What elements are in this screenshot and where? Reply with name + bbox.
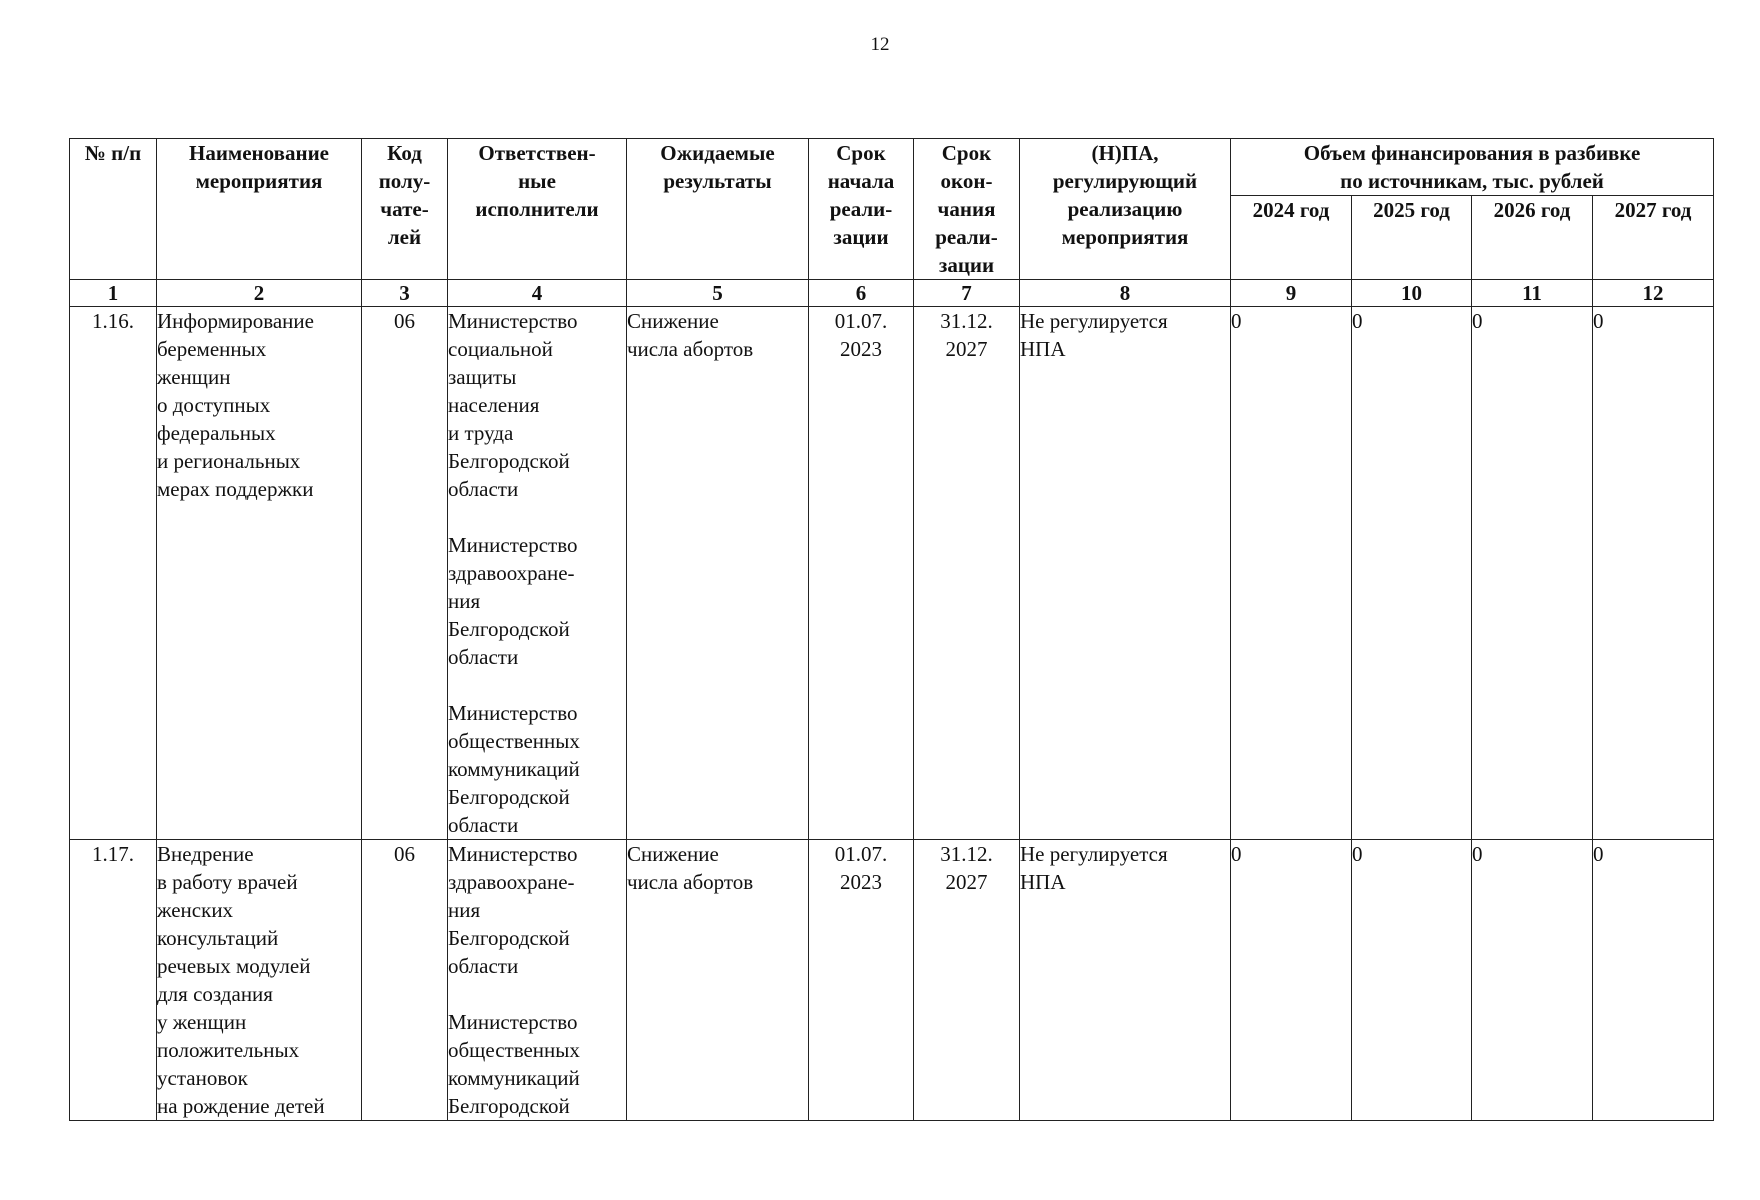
funding-2025: 0 [1352, 840, 1472, 1121]
executor: Министерство здравоохране- ния Белгородской области [448, 533, 578, 669]
executor: Министерство общественных коммуникаций Белгородской [448, 1010, 580, 1118]
column-number: 2 [157, 280, 362, 307]
funding-2024: 0 [1231, 840, 1352, 1121]
header-funding-group: Объем финансирования в разбивке по источникам, тыс. рублей [1231, 139, 1714, 196]
column-numbers-row [70, 280, 1714, 307]
start-date: 01.07. 2023 [809, 840, 914, 1121]
header-year-2024: 2024 год [1231, 196, 1352, 280]
executor: Министерство социальной защиты населения и труда Белгородской области [448, 309, 578, 501]
measures-table [69, 138, 1714, 1121]
funding-2027: 0 [1593, 307, 1714, 840]
measure-name: Внедрение в работу врачей женских консультаций речевых модулей для создания у женщин положительных установок на рождение детей [157, 840, 362, 1121]
funding-2024: 0 [1231, 307, 1352, 840]
funding-2025: 0 [1352, 307, 1472, 840]
header-end-date: Срок окон- чания реали- зации [914, 139, 1020, 280]
header-measure-name: Наименование мероприятия [157, 139, 362, 280]
column-number: 4 [448, 280, 627, 307]
end-date: 31.12. 2027 [914, 840, 1020, 1121]
start-date: 01.07. 2023 [809, 307, 914, 840]
header-recipient-code: Код полу- чате- лей [362, 139, 448, 280]
column-number: 1 [70, 280, 157, 307]
row-number: 1.16. [70, 307, 157, 840]
funding-2026: 0 [1472, 307, 1593, 840]
header-npa: (Н)ПА, регулирующий реализацию мероприятия [1020, 139, 1231, 280]
funding-2027: 0 [1593, 840, 1714, 1121]
column-number: 12 [1593, 280, 1714, 307]
npa-regulation: Не регулируется НПА [1020, 840, 1231, 1121]
executors-cell [448, 307, 627, 840]
expected-result: Снижение числа абортов [627, 307, 809, 840]
column-number: 6 [809, 280, 914, 307]
column-number: 7 [914, 280, 1020, 307]
column-number: 3 [362, 280, 448, 307]
table-row [70, 840, 1714, 1121]
column-number: 9 [1231, 280, 1352, 307]
expected-result: Снижение числа абортов [627, 840, 809, 1121]
header-year-2027: 2027 год [1593, 196, 1714, 280]
header-year-2026: 2026 год [1472, 196, 1593, 280]
column-number: 10 [1352, 280, 1472, 307]
column-number: 5 [627, 280, 809, 307]
measure-name: Информирование беременных женщин о доступных федеральных и региональных мерах поддержки [157, 307, 362, 840]
executor: Министерство общественных коммуникаций Белгородской области [448, 701, 580, 837]
end-date: 31.12. 2027 [914, 307, 1020, 840]
column-number: 8 [1020, 280, 1231, 307]
page-number: 12 [870, 34, 890, 55]
header-executors: Ответствен- ные исполнители [448, 139, 627, 280]
header-expected-results: Ожидаемые результаты [627, 139, 809, 280]
header-start-date: Срок начала реали- зации [809, 139, 914, 280]
header-number: № п/п [70, 139, 157, 280]
column-number: 11 [1472, 280, 1593, 307]
funding-2026: 0 [1472, 840, 1593, 1121]
npa-regulation: Не регулируется НПА [1020, 307, 1231, 840]
recipient-code: 06 [362, 307, 448, 840]
row-number: 1.17. [70, 840, 157, 1121]
recipient-code: 06 [362, 840, 448, 1121]
table-row [70, 307, 1714, 840]
executor: Министерство здравоохране- ния Белгородской области [448, 842, 578, 978]
header-year-2025: 2025 год [1352, 196, 1472, 280]
executors-cell [448, 840, 627, 1121]
